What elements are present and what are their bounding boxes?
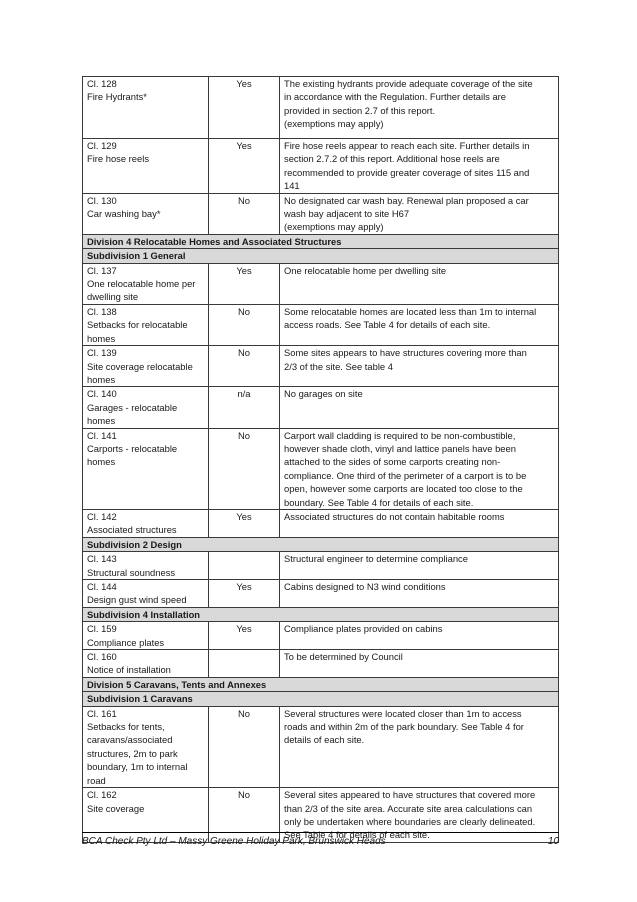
clause-cell — [83, 346, 209, 387]
table-row — [83, 552, 559, 580]
compliance-status — [209, 650, 280, 678]
comment-text: Associated structures do not contain habitable rooms — [284, 510, 505, 522]
table-row — [83, 428, 559, 509]
section-header-row — [83, 249, 559, 263]
clause-title: Design gust wind speed — [87, 594, 187, 606]
comment-cell — [280, 139, 559, 194]
comment-cell — [280, 193, 559, 234]
clause-cell — [83, 77, 209, 139]
clause-title: Site coverage — [87, 802, 145, 814]
clause-number: Cl. 161 — [87, 707, 117, 719]
section-header-row — [83, 692, 559, 706]
footer-text: BCA Check Pty Ltd – Massy Greene Holiday Park, Brunswick Heads — [82, 836, 386, 847]
clause-cell — [83, 552, 209, 580]
table-row — [83, 509, 559, 537]
clause-cell — [83, 650, 209, 678]
comment-cell — [280, 346, 559, 387]
clause-cell — [83, 263, 209, 304]
section-header-row — [83, 537, 559, 551]
clause-title: One relocatable home per dwelling site — [87, 278, 196, 303]
clause-number: Cl. 139 — [87, 347, 117, 359]
section-header-row — [83, 607, 559, 621]
table-row — [83, 706, 559, 787]
clause-cell — [83, 509, 209, 537]
clause-cell — [83, 622, 209, 650]
compliance-status: Yes — [209, 622, 280, 650]
clause-title: Structural soundness — [87, 566, 176, 578]
page-number: 10 — [547, 836, 559, 847]
table-row — [83, 304, 559, 345]
compliance-status: n/a — [209, 387, 280, 428]
comment-cell — [280, 788, 559, 843]
clause-cell — [83, 580, 209, 608]
comment-cell — [280, 580, 559, 608]
compliance-status: No — [209, 428, 280, 509]
clause-title: Setbacks for relocatable homes — [87, 319, 188, 344]
clause-cell — [83, 387, 209, 428]
table-row — [83, 263, 559, 304]
table-row — [83, 346, 559, 387]
clause-cell — [83, 193, 209, 234]
clause-title: Notice of installation — [87, 664, 171, 676]
compliance-table-body — [83, 77, 559, 843]
comment-cell — [280, 552, 559, 580]
clause-number: Cl. 138 — [87, 305, 117, 317]
compliance-status: No — [209, 193, 280, 234]
comment-text: Compliance plates provided on cabins — [284, 623, 443, 635]
section-header: Division 4 Relocatable Homes and Associated Structures — [83, 234, 559, 248]
clause-number: Cl. 143 — [87, 553, 117, 565]
footer-rule — [82, 832, 559, 833]
clause-number: Cl. 129 — [87, 140, 117, 151]
comment-cell — [280, 387, 559, 428]
compliance-status: No — [209, 304, 280, 345]
comment-cell — [280, 622, 559, 650]
clause-number: Cl. 130 — [87, 194, 117, 206]
compliance-table — [82, 76, 559, 843]
clause-cell — [83, 428, 209, 509]
compliance-status: Yes — [209, 263, 280, 304]
table-row — [83, 387, 559, 428]
section-header: Subdivision 4 Installation — [83, 607, 559, 621]
clause-title: Carports - relocatable homes — [87, 442, 178, 468]
table-row — [83, 77, 559, 139]
clause-title: Setbacks for tents, caravans/associated structures, 2m to park boundary, 1m to internal road — [87, 721, 188, 786]
compliance-status: No — [209, 346, 280, 387]
comment-text: Structural engineer to determine compliance — [284, 553, 468, 565]
clause-number: Cl. 160 — [87, 651, 117, 663]
comment-cell — [280, 263, 559, 304]
comment-cell — [280, 509, 559, 537]
clause-number: Cl. 140 — [87, 388, 117, 400]
clause-title: Fire Hydrants* — [87, 91, 147, 103]
comment-text: No designated car wash bay. Renewal plan proposed a car wash bay adjacent to site H67 (exemptions may apply) — [284, 194, 529, 233]
clause-cell — [83, 788, 209, 843]
comment-cell — [280, 706, 559, 787]
comment-text: The existing hydrants provide adequate coverage of the site in accordance with the Regulation. Further details are provided in section 2.7 of this report. (exemptions may apply) — [284, 78, 533, 130]
table-row — [83, 580, 559, 608]
section-header: Division 5 Caravans, Tents and Annexes — [83, 677, 559, 691]
clause-number: Cl. 142 — [87, 510, 117, 522]
table-row — [83, 139, 559, 194]
comment-text: Carport wall cladding is required to be non-combustible, however shade cloth, vinyl and lattice panels have been attached to the sides of some carports creating non- compliance. One third of the perimeter of a carport is to be open, however some carports are located too close to the boundary. See Table 4 for details of each site. — [284, 429, 527, 508]
clause-title: Car washing bay* — [87, 208, 161, 220]
comment-cell — [280, 77, 559, 139]
section-header: Subdivision 1 General — [83, 249, 559, 263]
comment-cell — [280, 650, 559, 678]
clause-cell — [83, 304, 209, 345]
comment-text: One relocatable home per dwelling site — [284, 264, 447, 276]
clause-cell — [83, 706, 209, 787]
clause-title: Compliance plates — [87, 636, 165, 648]
comment-cell — [280, 428, 559, 509]
comment-cell — [280, 304, 559, 345]
compliance-status: Yes — [209, 580, 280, 608]
compliance-status: Yes — [209, 509, 280, 537]
compliance-status: No — [209, 788, 280, 843]
compliance-status: No — [209, 706, 280, 787]
comment-text: Several sites appeared to have structures that covered more than 2/3 of the site area. Accurate site area calculations can only be undertaken where boundaries are clearly delineated. See Table 4 for details of each site. — [284, 789, 536, 841]
clause-number: Cl. 144 — [87, 581, 117, 592]
comment-text: To be determined by Council — [284, 651, 403, 663]
comment-text: No garages on site — [284, 388, 363, 400]
clause-number: Cl. 137 — [87, 264, 117, 276]
clause-cell — [83, 139, 209, 194]
section-header-row — [83, 234, 559, 248]
clause-title: Site coverage relocatable homes — [87, 360, 193, 385]
table-row — [83, 622, 559, 650]
compliance-status — [209, 552, 280, 580]
clause-number: Cl. 128 — [87, 78, 117, 89]
section-header-row — [83, 677, 559, 691]
comment-text: Some sites appears to have structures covering more than 2/3 of the site. See table 4 — [284, 347, 527, 372]
clause-title: Fire hose reels — [87, 153, 150, 165]
comment-text: Some relocatable homes are located less than 1m to internal access roads. See Table 4 for details of each site. — [284, 305, 537, 331]
clause-number: Cl. 159 — [87, 623, 117, 635]
section-header: Subdivision 2 Design — [83, 537, 559, 551]
comment-text: Fire hose reels appear to reach each site. Further details in section 2.7.2 of this report. Additional hose reels are recommended to provide greater coverage of sites 115 and 141 — [284, 140, 530, 192]
clause-title: Associated structures — [87, 524, 177, 536]
section-header: Subdivision 1 Caravans — [83, 692, 559, 706]
clause-title: Garages - relocatable homes — [87, 401, 178, 427]
table-row — [83, 788, 559, 843]
table-row — [83, 650, 559, 678]
compliance-status: Yes — [209, 139, 280, 194]
clause-number: Cl. 141 — [87, 429, 117, 441]
compliance-status: Yes — [209, 77, 280, 139]
comment-text: Cabins designed to N3 wind conditions — [284, 581, 446, 592]
table-row — [83, 193, 559, 234]
comment-text: Several structures were located closer than 1m to access roads and within 2m of the park boundary. See Table 4 for details of each site. — [284, 707, 524, 746]
clause-number: Cl. 162 — [87, 789, 117, 801]
